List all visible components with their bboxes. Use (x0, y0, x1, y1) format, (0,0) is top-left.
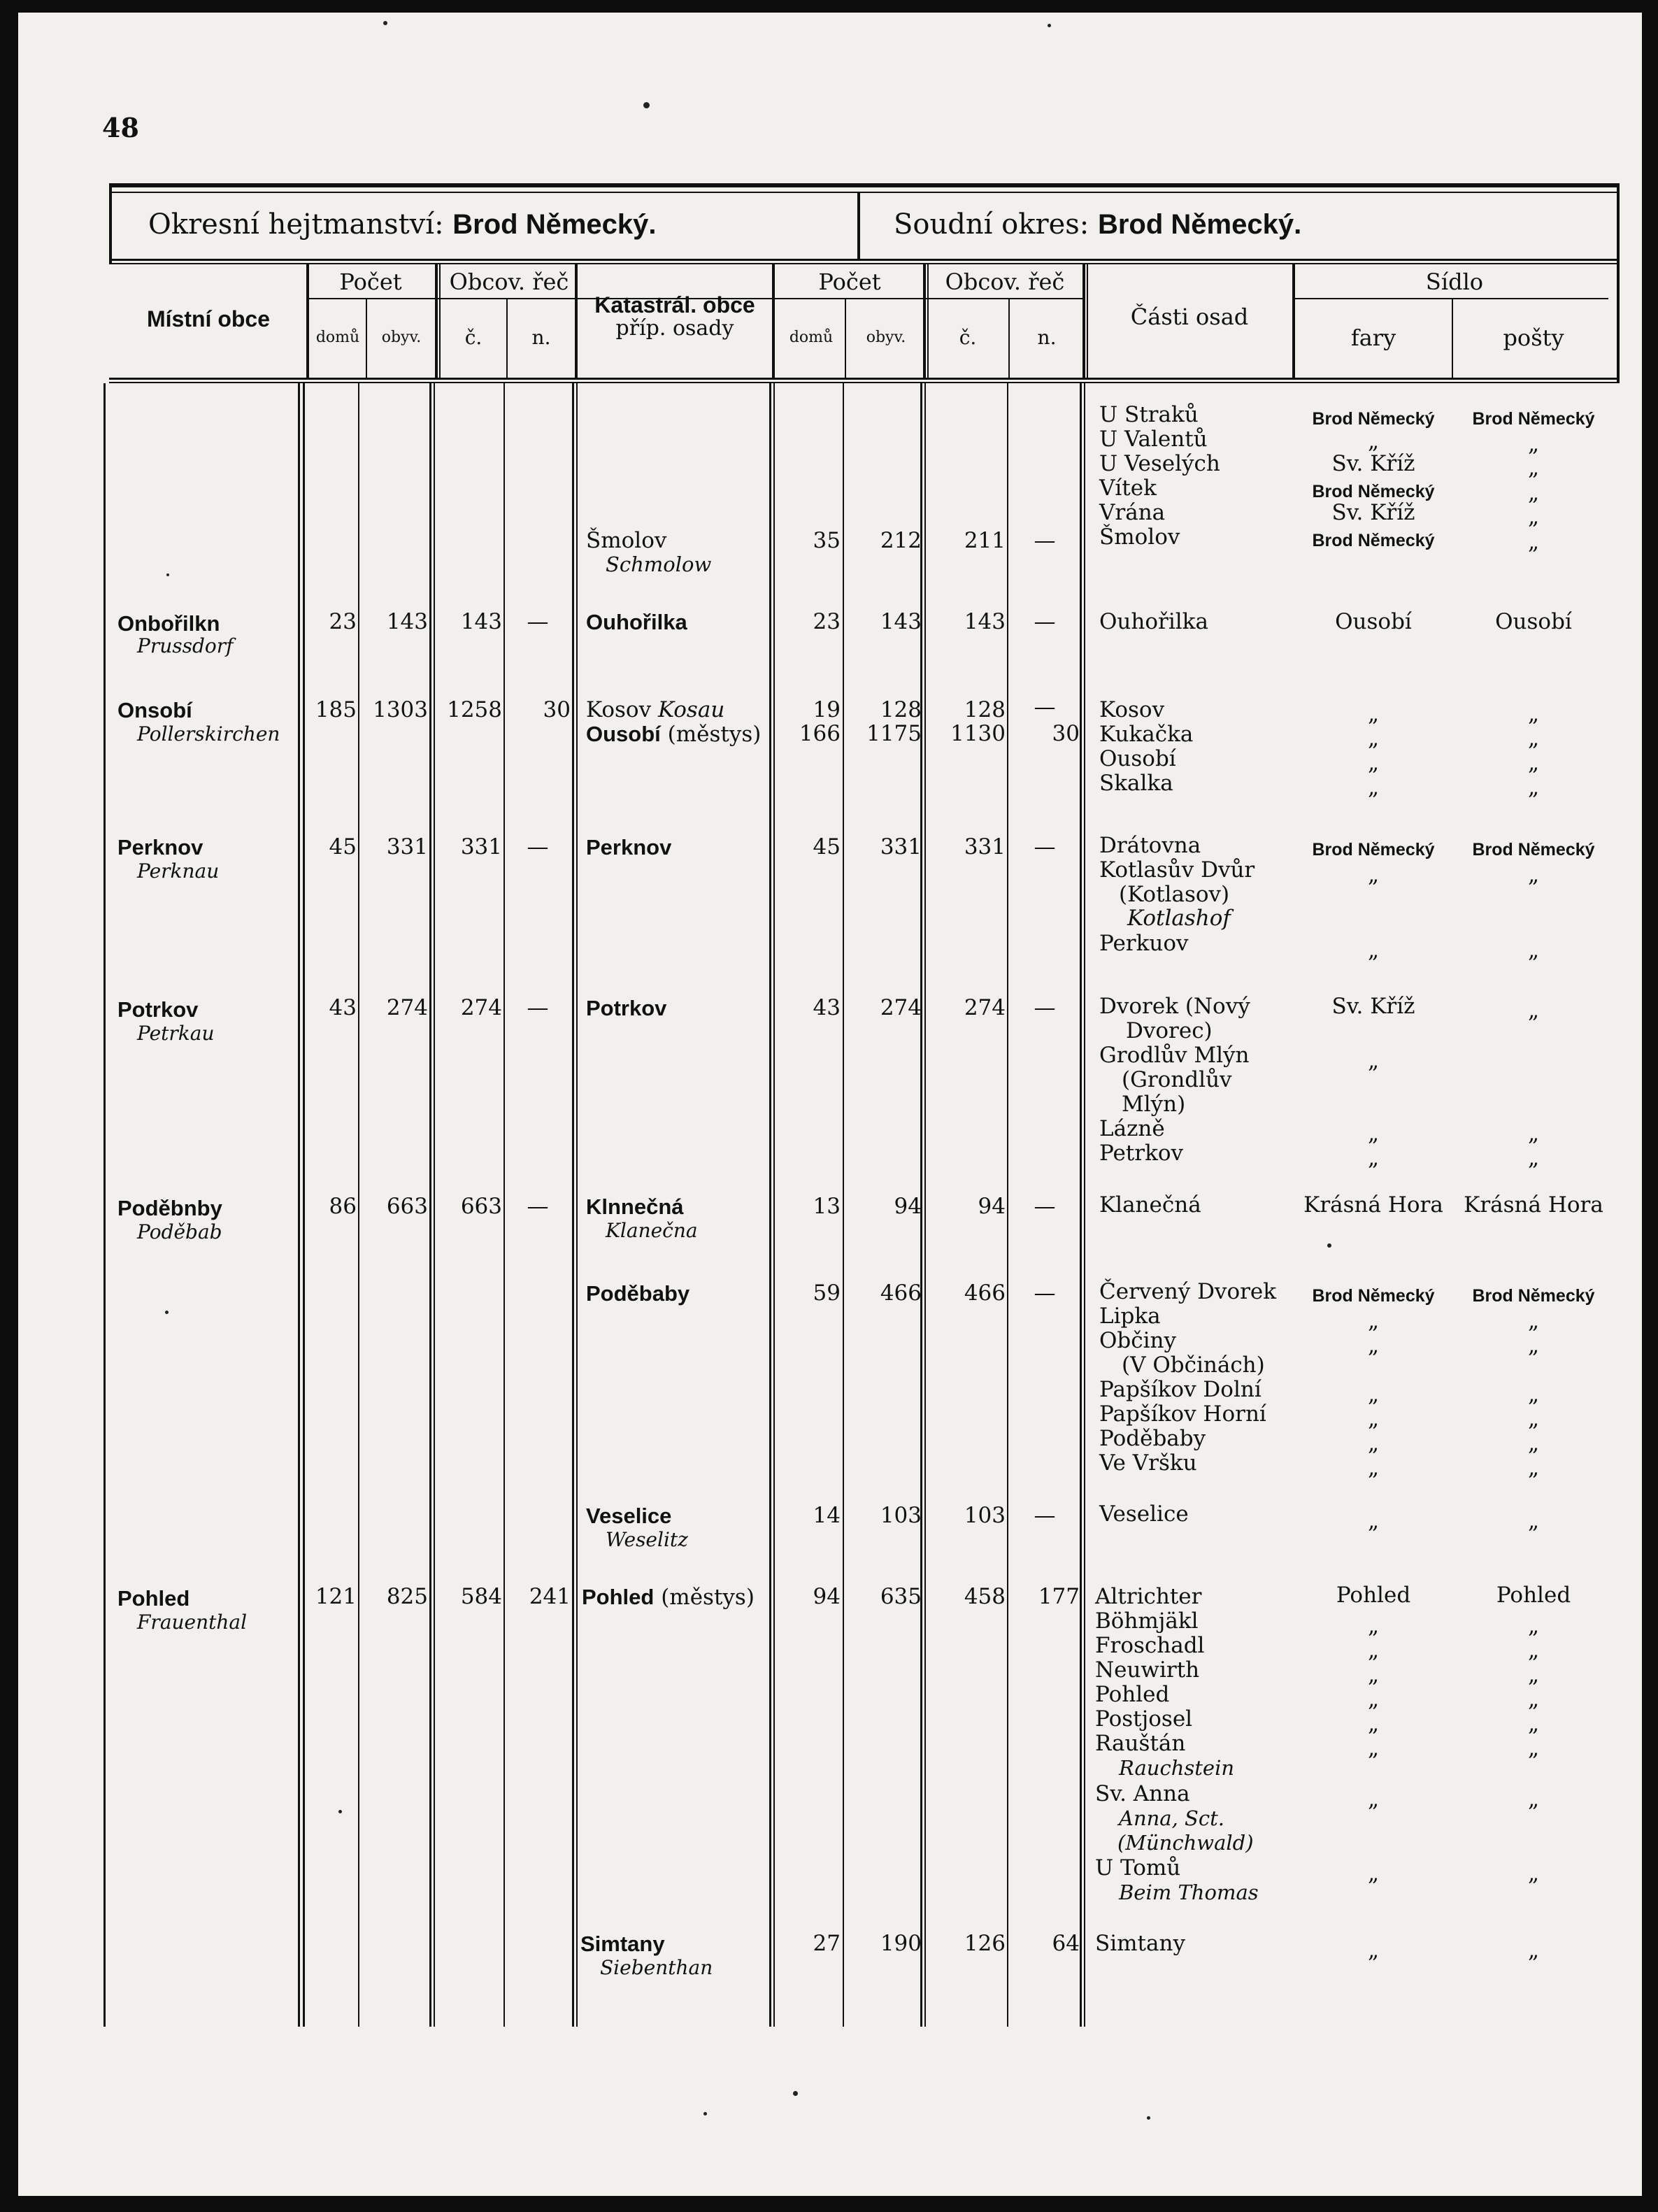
cast-item: Veselice (1099, 1501, 1189, 1527)
obec-german: Frauenthal (137, 1611, 248, 1634)
fara: Pohled (1336, 1583, 1411, 1608)
cast-item: Petrkov (1099, 1141, 1184, 1166)
cast-item: Dvorek (Nový (1099, 994, 1250, 1019)
obec-name: Poděbnby (117, 1196, 222, 1220)
cast-item: Poděbaby (1099, 1426, 1206, 1451)
katastr-name: Veselice (586, 1504, 672, 1528)
cast-item: Lipka (1099, 1304, 1161, 1329)
obec-name: Pohled (117, 1586, 190, 1611)
cast-item: Grodlův Mlýn (1099, 1043, 1250, 1068)
cast-item: Postjosel (1095, 1706, 1193, 1732)
katastr-german: Weselitz (606, 1528, 688, 1551)
cast-item: Simtany (1095, 1931, 1185, 1956)
cast-item: U Veselých (1099, 451, 1220, 476)
cast-item: Rauštán (1095, 1731, 1186, 1756)
katastr-name: Klnnečná (586, 1194, 684, 1219)
obec-name: Onsobí (117, 698, 192, 722)
fara: Krásná Hora (1303, 1192, 1443, 1218)
katastr-name: Perknov (586, 835, 672, 859)
katastr-name: Kosov Kosau (586, 697, 725, 722)
cast-item: Ousobí (1099, 746, 1176, 771)
katastr-name: Ousobí (městys) (586, 722, 762, 747)
col-pocet: Počet (339, 269, 402, 295)
cast-item: Neuwirth (1095, 1657, 1200, 1683)
cast-item: (Kotlasov) (1119, 882, 1230, 907)
obec-german: Poděbab (137, 1220, 222, 1243)
obec-name: Perknov (117, 835, 203, 859)
col-pocet-2: Počet (818, 269, 881, 295)
col-domu: domů (315, 329, 360, 346)
page-number: 48 (102, 112, 139, 143)
katastr-name: Poděbaby (586, 1281, 690, 1306)
cast-item: Mlýn) (1122, 1092, 1186, 1117)
cast-item: Beim Thomas (1119, 1881, 1259, 1904)
cast-item: Vrána (1099, 500, 1166, 525)
katastr-name: Potrkov (586, 996, 667, 1020)
cast-item: Ouhořilka (1099, 609, 1208, 634)
cast-item: Šmolov (1099, 525, 1180, 550)
cast-item: Sv. Anna (1095, 1781, 1190, 1806)
cast-item: Ve Vršku (1099, 1450, 1197, 1476)
col-c: č. (464, 326, 483, 349)
cast-item: Papšíkov Dolní (1099, 1377, 1262, 1402)
cast-item: Rauchstein (1119, 1756, 1235, 1780)
katastr-german: Klanečna (606, 1219, 698, 1242)
col-casti: Části osad (1130, 304, 1249, 330)
col-obyv: obyv. (381, 329, 422, 346)
col-c-2: č. (959, 326, 977, 349)
fara: Brod Německý (1312, 531, 1435, 550)
okres-header: Okresní hejtmanství: Brod Německý. (148, 208, 657, 241)
obec-german: Petrkau (137, 1022, 215, 1045)
cast-item: (Grondlův (1122, 1067, 1232, 1092)
fara: Brod Německý (1312, 840, 1435, 859)
fara: Sv. Kříž (1331, 451, 1415, 476)
katastr-name: Šmolov (586, 528, 667, 553)
fara: Ousobí (1335, 609, 1412, 634)
col-fary: fary (1350, 324, 1396, 351)
col-katastr: Katastrál. obce (594, 292, 755, 317)
obec-name: Onbořilkn (117, 611, 220, 636)
cast-item: Perkuov (1099, 931, 1189, 956)
col-n-2: n. (1037, 326, 1057, 349)
cast-item: U Valentů (1099, 427, 1208, 452)
col-n: n. (531, 326, 551, 349)
cast-item: Böhmjäkl (1095, 1608, 1199, 1634)
scan-speck (643, 102, 650, 108)
col-obyv-2: obyv. (866, 329, 906, 346)
cast-item: Pohled (1095, 1682, 1170, 1707)
col-domu-2: domů (789, 329, 834, 346)
cast-item: Klanečná (1099, 1192, 1201, 1218)
posta: Brod Německý (1472, 840, 1595, 859)
cast-item: Vítek (1099, 476, 1157, 501)
col-mistni-obce: Místní obce (146, 306, 270, 331)
cast-item: Červený Dvorek (1099, 1279, 1277, 1304)
obec-german: Perknau (137, 859, 220, 883)
col-obcov: Obcov. řeč (449, 269, 569, 295)
cast-item: Kosov (1099, 697, 1165, 722)
cast-item: Froschadl (1095, 1633, 1205, 1658)
katastr-name: Pohled (městys) (582, 1585, 755, 1610)
cast-item: (V Občinách) (1122, 1353, 1265, 1378)
col-sidlo: Sídlo (1425, 269, 1484, 295)
katastr-name: Simtany (580, 1932, 665, 1956)
cast-item: (Münchwald) (1117, 1831, 1254, 1855)
fara: Brod Německý (1312, 409, 1435, 429)
katastr-name: Ouhořilka (586, 610, 687, 634)
obec-german: Pollerskirchen (137, 722, 280, 745)
top-rule (109, 183, 1620, 187)
obec-name: Potrkov (117, 997, 199, 1022)
cast-item: Kotlasův Dvůr (1099, 857, 1255, 883)
cast-item: U Straků (1099, 402, 1199, 427)
col-obcov-2: Obcov. řeč (945, 269, 1065, 295)
soud-header: Soudní okres: Brod Německý. (894, 208, 1302, 241)
fara: Sv. Kříž (1331, 994, 1415, 1019)
cast-item: Papšíkov Horní (1099, 1401, 1266, 1427)
cast-item: Drátovna (1099, 833, 1201, 858)
cast-item: U Tomů (1095, 1855, 1181, 1881)
cast-item: Kukačka (1099, 722, 1194, 747)
cast-item: Kotlashof (1127, 906, 1231, 931)
fara: Brod Německý (1312, 1286, 1435, 1306)
cast-item: Občiny (1099, 1328, 1177, 1353)
posta: Pohled (1496, 1583, 1571, 1608)
col-posty: pošty (1503, 324, 1564, 351)
katastr-german: Siebenthan (600, 1956, 713, 1979)
cast-item: Lázně (1099, 1116, 1165, 1141)
posta: Ousobí (1495, 609, 1572, 634)
obec-german: Prussdorf (137, 634, 234, 657)
posta: Krásná Hora (1464, 1192, 1603, 1218)
fara: Sv. Kříž (1331, 500, 1415, 525)
fara: Brod Německý (1312, 482, 1435, 501)
cast-item: Altrichter (1095, 1584, 1202, 1609)
cast-item: Anna, Sct. (1119, 1806, 1225, 1830)
posta: Brod Německý (1472, 409, 1595, 429)
cast-item: Dvorec) (1126, 1018, 1213, 1043)
col-katastr-sub: příp. osady (615, 316, 734, 341)
cast-item: Skalka (1099, 771, 1173, 796)
posta: Brod Německý (1472, 1286, 1595, 1306)
katastr-german: Schmolow (606, 552, 712, 576)
